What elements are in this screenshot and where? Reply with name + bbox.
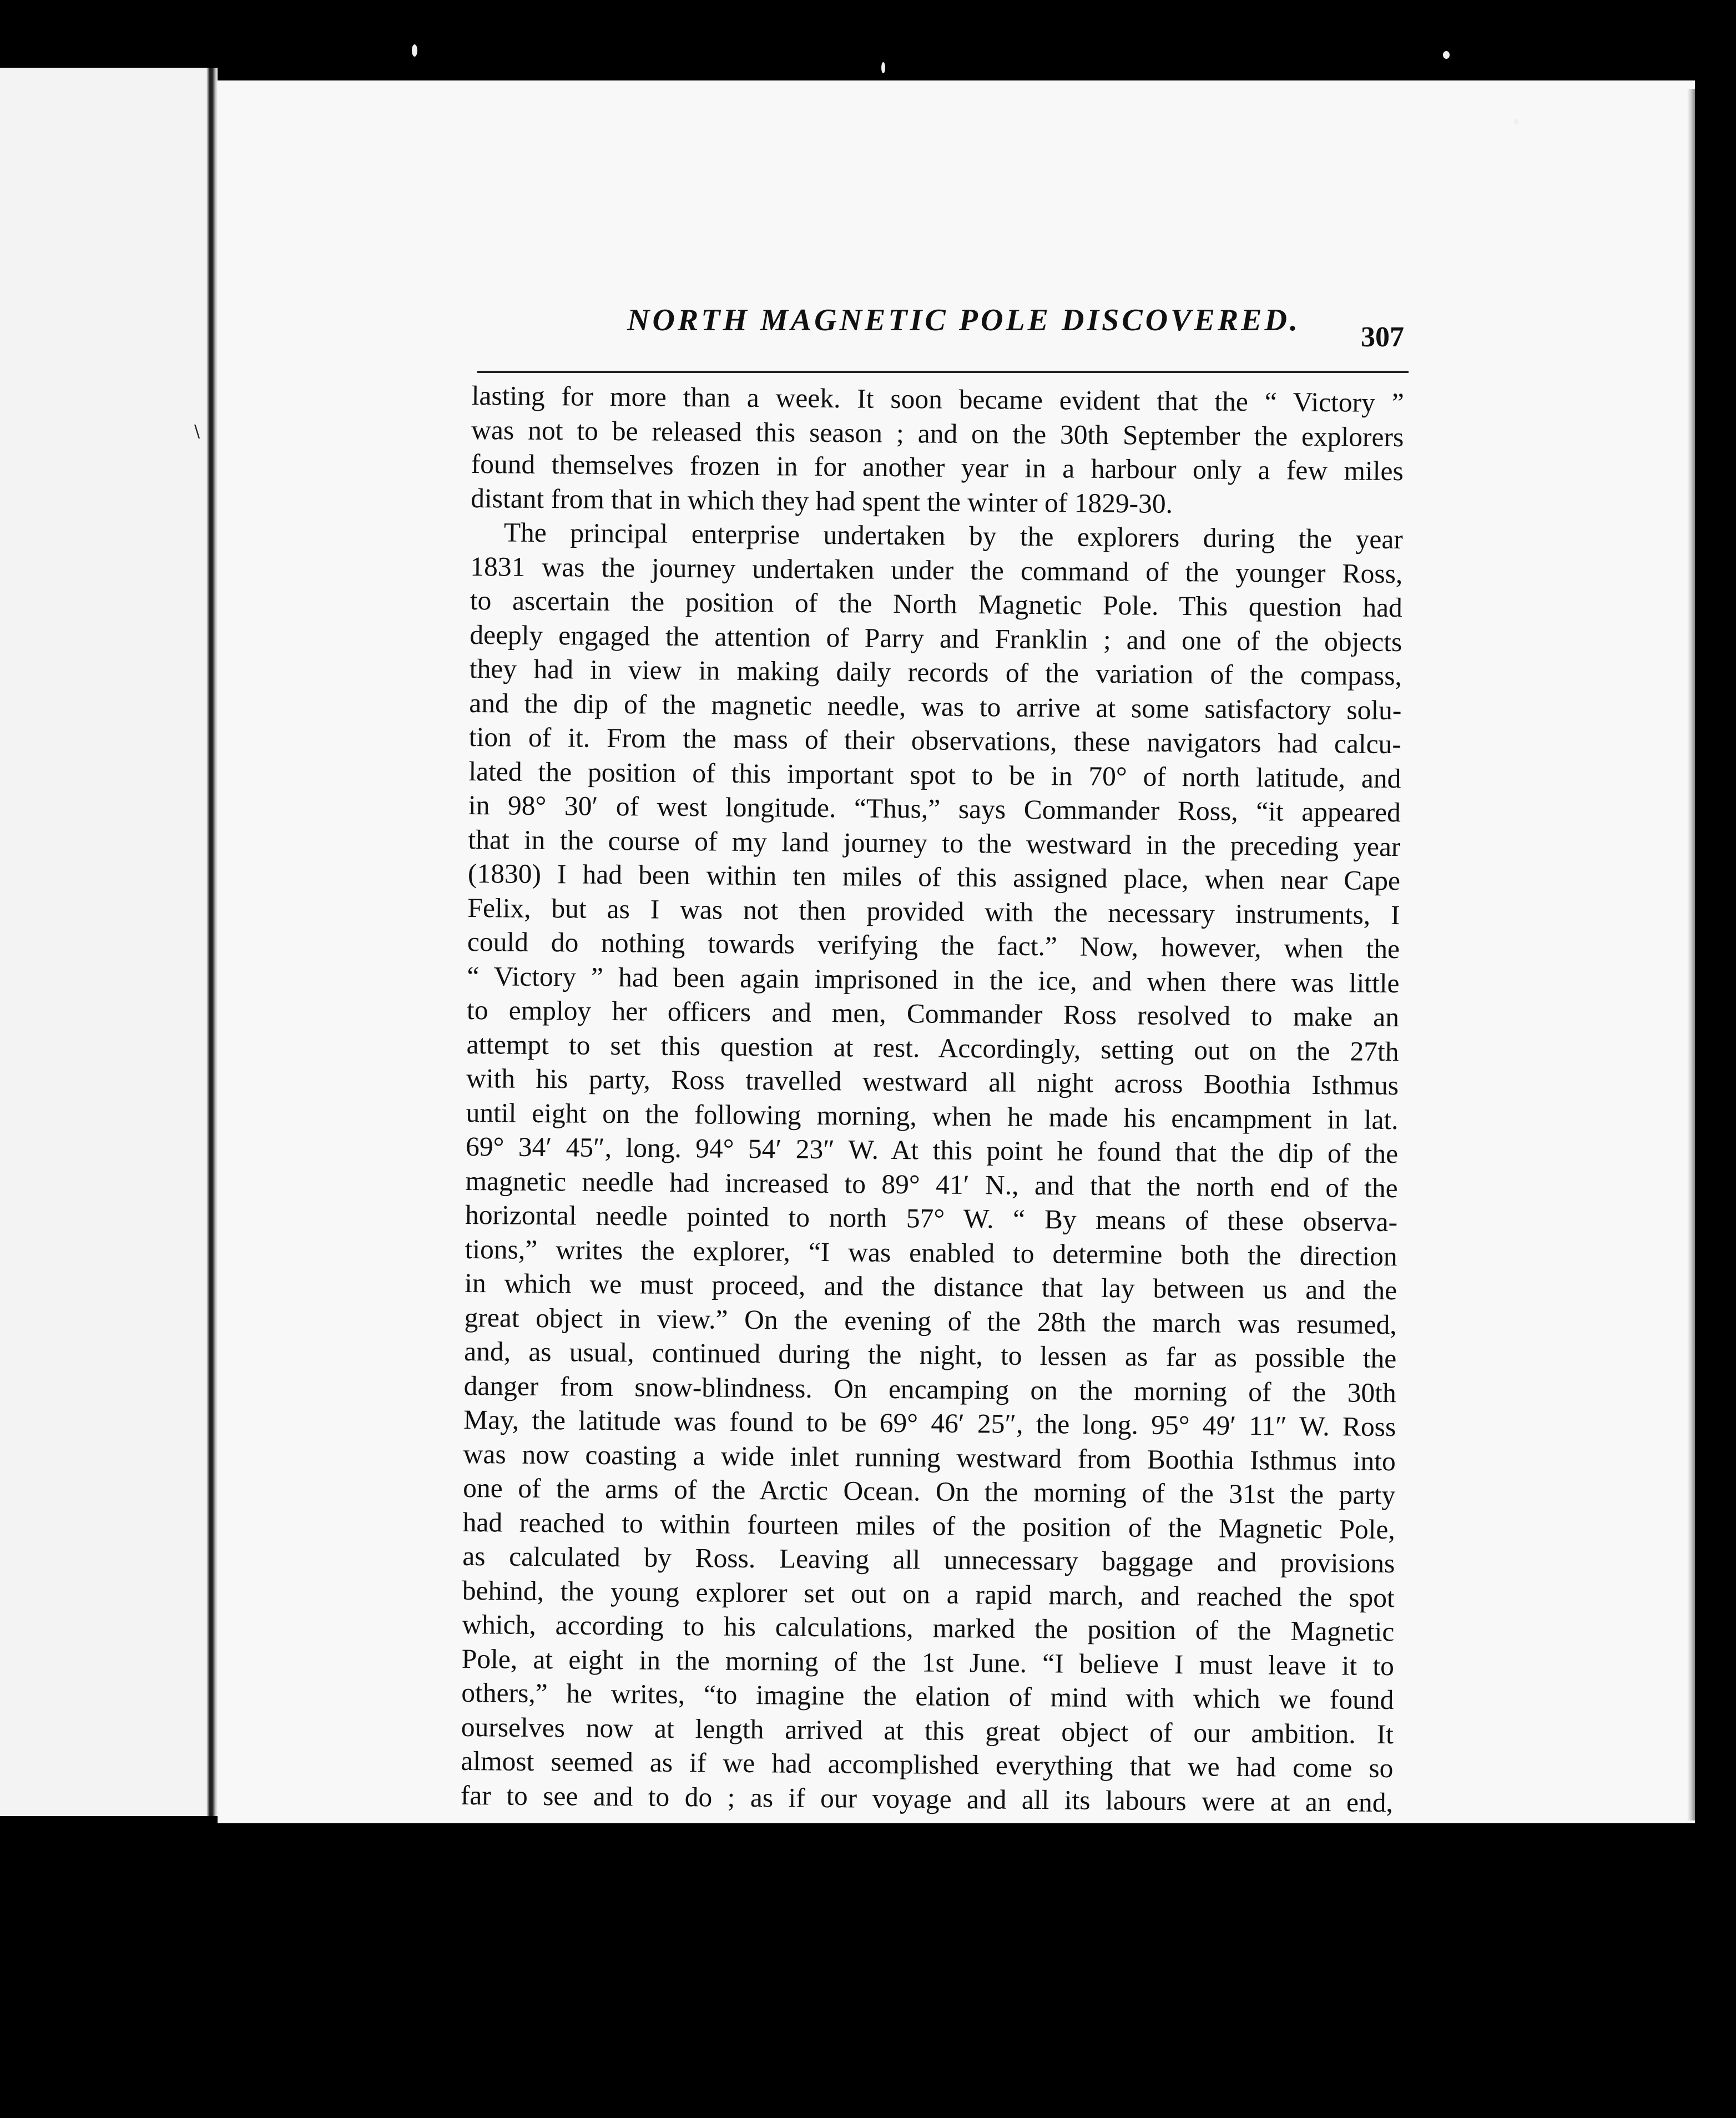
text-line: and the dip of the magnetic needle, was to arrive at some satisfactory solu-	[469, 687, 1402, 725]
text-line: “ Victory ” had been again imprisoned in the ice, and when there was little	[467, 960, 1400, 999]
text-line: distant from that in which they had spent the winter of 1829-30.	[471, 482, 1173, 519]
scan-speck	[881, 62, 885, 73]
text-line: one of the arms of the Arctic Ocean. On the morning of the 31st the party	[463, 1472, 1396, 1511]
text-line: ourselves now at length arrived at this great object of our ambition. It	[461, 1711, 1394, 1749]
text-line: that in the course of my land journey to the westward in the preceding year	[468, 824, 1401, 862]
text-line: lated the position of this important spot to be in 70° of north latitude, and	[468, 755, 1401, 794]
text-line: had reached to within fourteen miles of the position of the Magnetic Pole,	[462, 1506, 1395, 1545]
book-gutter	[206, 68, 218, 1816]
text-line: they had in view in making daily records of the variation of the compass,	[469, 653, 1402, 692]
text-line: to ascertain the position of the North Magnetic Pole. This question had	[470, 584, 1403, 623]
text-line: great object in view.” On the evening of the 28th the march was resumed,	[464, 1302, 1397, 1340]
scan-speck	[1514, 119, 1518, 124]
text-line: until eight on the following morning, when he made his encampment in lat.	[466, 1097, 1399, 1135]
text-line: as calculated by Ross. Leaving all unnecessary baggage and provisions	[462, 1540, 1395, 1579]
text-line: was now coasting a wide inlet running westward from Boothia Isthmus into	[463, 1438, 1396, 1476]
text-line: could do nothing towards verifying the fact.” Now, however, when the	[467, 926, 1400, 965]
text-line: found themselves frozen in for another year in a harbour only a few miles	[471, 448, 1404, 487]
text-line: to employ her officers and men, Commander Ross resolved to make an	[466, 994, 1400, 1033]
scan-speck	[412, 44, 417, 57]
text-line: 1831 was the journey undertaken under the command of the younger Ross,	[470, 551, 1403, 589]
text-line: deeply engaged the attention of Parry and Franklin ; and one of the objects	[470, 619, 1402, 657]
body-text	[461, 379, 1404, 1819]
header-rule	[477, 371, 1409, 373]
text-line: which, according to his calculations, marked the position of the Magnetic	[462, 1608, 1395, 1647]
binding-mark: \	[194, 422, 200, 441]
page-number: 307	[1361, 321, 1404, 353]
text-line: (1830) I had been within ten miles of this assigned place, when near Cape	[467, 858, 1401, 896]
text-line: Pole, at eight in the morning of the 1st June. “I believe I must leave it to	[461, 1643, 1395, 1681]
page-edge-shadow	[1687, 89, 1695, 1821]
text-line: May, the latitude was found to be 69° 46′ 25″, the long. 95° 49′ 11″ W. Ross	[463, 1404, 1396, 1443]
text-line: magnetic needle had increased to 89° 41′ N., and that the north end of the	[465, 1165, 1398, 1203]
text-line: attempt to set this question at rest. Accordingly, setting out on the 27th	[466, 1028, 1399, 1067]
scan-speck	[1443, 51, 1450, 59]
text-line: lasting for more than a week. It soon became evident that the “ Victory ”	[471, 380, 1404, 418]
text-line: 69° 34′ 45″, long. 94° 54′ 23″ W. At this point he found that the dip of the	[465, 1131, 1399, 1169]
text-line: in which we must proceed, and the distance that lay between us and the	[464, 1267, 1397, 1306]
text-line: tions,” writes the explorer, “I was enabled to determine both the direction	[465, 1233, 1397, 1272]
text-line: horizontal needle pointed to north 57° W. “ By means of these observa-	[465, 1199, 1398, 1238]
text-line: danger from snow-blindness. On encamping on the morning of the 30th	[463, 1370, 1396, 1408]
text-line: others,” he writes, “to imagine the elation of mind with which we found	[461, 1677, 1394, 1716]
text-line: far to see and to do ; as if our voyage and all its labours were at an end,	[460, 1779, 1394, 1818]
left-page-blank	[0, 68, 214, 1816]
text-line: in 98° 30′ of west longitude. “Thus,” says Commander Ross, “it appeared	[468, 789, 1401, 828]
text-line: tion of it. From the mass of their observations, these navigators had calcu-	[468, 721, 1402, 760]
text-line: and, as usual, continued during the night, to lessen as far as possible the	[464, 1335, 1397, 1374]
text-line: behind, the young explorer set out on a rapid march, and reached the spot	[462, 1575, 1395, 1613]
text-line: with his party, Ross travelled westward all night across Boothia Isthmus	[466, 1062, 1399, 1101]
text-line: Felix, but as I was not then provided with the necessary instruments, I	[467, 892, 1400, 930]
running-head: NORTH MAGNETIC POLE DISCOVERED.	[627, 303, 1300, 337]
text-line: was not to be released this season ; and on the 30th September the explorers	[471, 414, 1404, 452]
text-line: The principal enterprise undertaken by the explorers during the year	[503, 517, 1403, 555]
text-line: almost seemed as if we had accomplished everything that we had come so	[461, 1745, 1394, 1784]
